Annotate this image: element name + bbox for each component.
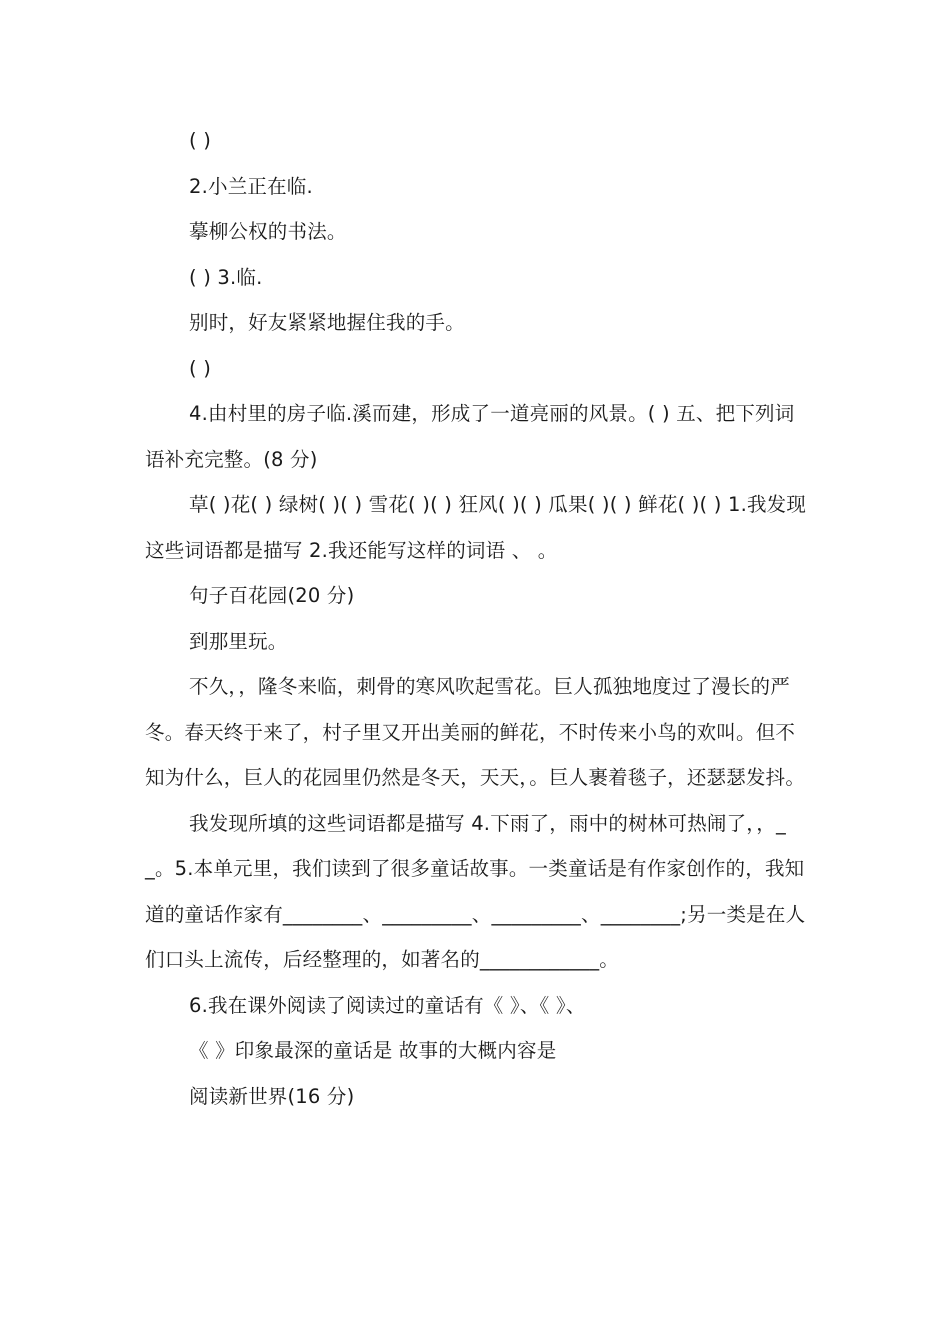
question-3-continued: 别时，好友紧紧地握住我的手。 [189,311,465,334]
story-passage: 不久，，隆冬来临，刺骨的寒风吹起雪花。巨人孤独地度过了漫长的严冬。春天终于来了，村子里又开出美丽的鲜花，不时传来小鸟的欢叫。但不知为什么，巨人的花园里仍然是冬天，天天，。巨人裹着毯子，还瑟瑟发抖。 [145,675,806,789]
word-completion-exercise: 草( )花( ) 绿树( )( ) 雪花( )( ) 狂风( )( ) 瓜果( )( ) 鲜花( )( ) 1.我发现这些词语都是描写 2.我还能写这样的词语 、 。 [145,493,807,562]
section-heading-sentences: 句子百花园(20 分) [189,584,355,607]
question-2: 2.小兰正在临. [189,174,313,198]
blank-parentheses: ( ) [189,129,212,152]
sentence-fragment: 到那里玩。 [189,629,288,653]
blank-parentheses: ( ) [189,356,212,380]
question-2-continued: 摹柳公权的书法。 [189,220,347,243]
question-6-continued: 《 》印象最深的童话是 故事的大概内容是 [189,1039,557,1062]
question-4-and-section-5: 4.由村里的房子临.溪而建，形成了一道亮丽的风景。( ) 五、把下列词语补充完整。(8 分) [145,402,795,471]
document-body [145,118,810,1119]
question-3: ( ) 3.临. [189,265,263,289]
question-4-5-paragraph: 我发现所填的这些词语都是描写 4.下雨了，雨中的树林可热闹了，，__。5.本单元里，我们读到了很多童话故事。一类童话是有作家创作的，我知道的童话作家有________、_________、_________、________;另一类是在人们口头上流传，后经整理的，如著名的____________。 [145,811,806,971]
question-6: 6.我在课外阅读了阅读过的童话有《 》、《 》、 [189,993,586,1017]
section-heading-reading: 阅读新世界(16 分) [189,1084,355,1108]
